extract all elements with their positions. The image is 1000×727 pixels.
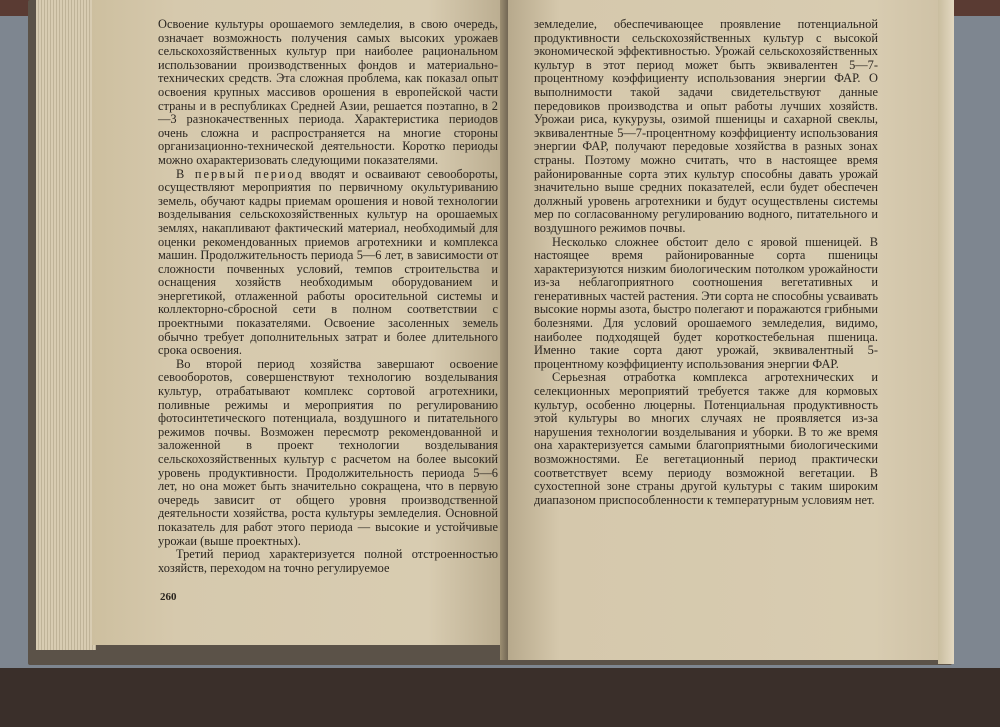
paragraph <box>158 168 498 358</box>
right-page <box>508 0 938 660</box>
paragraph: Серьезная отработка комплекса агротехнических и селекционных мероприятий требуется также для кормовых культур, особенно люцерны. Потенциальная продуктивность этой культуры во многих случаях не проявляется из-за нарушения технологии возделывания и уборки. В то же время она характеризуется самыми благоприятными биологическими возможностями. Ее вегетационный период практически соответствует всему периоду возможной вегетации. В сухостепной зоне страны другой культуры с таким широким диапазоном приспособленности к температурным условиям нет. <box>534 370 878 507</box>
page-number: 260 <box>160 591 177 603</box>
paragraph: Освоение культуры орошаемого земледелия, в свою очередь, означает возможность получения самых высоких урожаев сельскохозяйственных культур при наиболее рациональном использовании производственных фондов и материально-технических средств. Эта сложная проблема, как показал опыт освоения крупных массивов орошения в европейской части страны и в республиках Средней Азии, решается поэтапно, в 2—3 разнокачественных периода. Характеристика периодов очень сложна и распространяется на многие стороны организационно-технической деятельности. Коротко периоды можно охарактеризовать следующими показателями. <box>158 17 498 167</box>
paragraph-text: вводят и осваивают севообороты, осуществляют мероприятия по первичному окультуриванию земель, обучают кадры приемам орошения и новой технологии возделывания сельскохозяйственных культур на орошаемых землях, накапливают фактический материал, необходимый для оценки рекомендованных приемов агротехники и комплекса машин. Продолжительность периода 5—6 лет, в зависимости от сложности почвенных условий, темпов строительства и оснащения хозяйств необходимым оборудованием и энергетикой, отлаженной работы оросительной системы и коллекторно-сбросной сети в полном соответствии с проектными показателями. Освоение засоленных земель обычно требует дополнительных затрат и более длительного срока освоения. <box>158 166 498 358</box>
paragraph: Во второй период хозяйства завершают освоение севооборотов, совершенствуют технологию возделывания культур, отрабатывают комплекс сортовой агротехники, поливные режимы и мероприятия по регулированию фотосинтетического потенциала, воздушного и питательного режимов почвы. Возможен пересмотр рекомендованной и заложенной в проект технологии возделывания сельскохозяйственных культур с расчетом на более высокий уровень продуктивности. Продолжительность периода 5—6 лет, но она может быть значительно сокращена, что в первую очередь зависит от общего уровня производственной деятельности хозяйства, роста культуры земледелия. Основной показатель для работ этого периода — высокие и устойчивые урожаи (выше проектных). <box>158 356 498 548</box>
paragraph: Третий период характеризуется полной отстроенностью хозяйств, переходом на точно регулируемое <box>158 547 498 575</box>
background-bottom <box>0 668 1000 727</box>
paragraph: Несколько сложнее обстоит дело с яровой пшеницей. В настоящее время районированные сорта пшеницы характеризуются низким биологическим потолком урожайности из-за неблагоприятного соотношения вегетативных и генеративных частей растения. Эти сорта не способны усваивать высокие нормы азота, быстро полегают и поражаются грибными болезнями. Для условий орошаемого земледелия, видимо, наиболее подходящей будет короткостебельная пшеница. Именно такие сорта дают урожай, эквивалентный 5-процентному коэффициенту использования энергии ФАР. <box>534 234 878 371</box>
period-heading: В первый период <box>176 166 304 181</box>
left-page <box>92 0 512 645</box>
page-edge-right <box>938 0 954 664</box>
paragraph: земледелие, обеспечивающее проявление потенциальной продуктивности сельскохозяйственных культур с высокой экономической эффективностью. Урожай сельскохозяйственных культур в этот период может быть эквивалентен 5—7-процентному коэффициенту использования энергии ФАР. О выполнимости такой задачи свидетельствуют данные передовиков производства и опыт работы лучших хозяйств. Урожаи риса, кукурузы, озимой пшеницы и сахарной свеклы, эквивалентные 5—7-процентному коэффициенту использования энергии ФАР, получают передовые хозяйства в разных зонах страны. Поэтому можно считать, что в настоящее время районированные сорта этих культур способны давать урожай значительно выше средних показателей, если будет обеспечен должный уровень агротехники и будут осуществлены системы мер по согласованному регулированию водного, питательного и воздушного режимов почвы. <box>534 17 878 235</box>
page-edges <box>36 0 96 650</box>
